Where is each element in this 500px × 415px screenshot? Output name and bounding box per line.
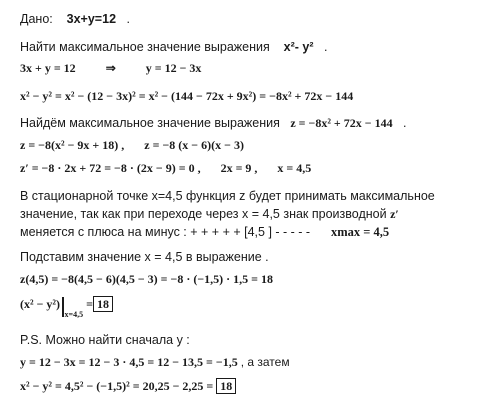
comma: , [254, 161, 258, 175]
find-expr: z = −8x² + 72x − 144 [290, 116, 393, 130]
math-line-8 [20, 355, 290, 370]
math-line-4 [20, 161, 311, 176]
comma: , [121, 138, 125, 152]
evaluation-bar [62, 297, 64, 317]
derivative-equation: z′ = −8 · 2x + 72 = −8 · (2x − 9) = 0 [20, 161, 195, 175]
ps-line [20, 333, 190, 348]
given-equation: 3x+y=12 [66, 12, 117, 26]
stationary-line-2 [20, 207, 399, 222]
find-line [20, 116, 407, 131]
math-line-7 [20, 296, 113, 322]
expression-expansion: x² − y² = x² − (12 − 3x)² = x² − (144 − 72x + 9x²) = −8x² + 72x − 144 [20, 89, 354, 103]
stationary-text-2: значение, так как при переходе через x = 4,5 знак производной [20, 207, 387, 221]
equation-y-expressed: y = 12 − 3x [145, 61, 202, 75]
stationary-line-3 [20, 225, 389, 240]
then-text: , а затем [240, 355, 290, 369]
boxed-answer: 18 [93, 296, 113, 312]
task-line [20, 40, 327, 55]
find-dot: . [403, 116, 407, 130]
derivative-solve: 2x = 9 [220, 161, 252, 175]
math-line-1 [20, 61, 201, 76]
given-line [20, 12, 130, 27]
ps-text: P.S. Можно найти сначала y : [20, 333, 190, 347]
factor-step-1: z = −8(x² − 9x + 18) [20, 138, 119, 152]
task-expr: x²- y² [283, 40, 314, 54]
subst-text: Подставим значение x = 4,5 в выражение . [20, 250, 269, 264]
expression-parenthesized: (x² − y²) [20, 297, 61, 311]
given-dot: . [126, 12, 130, 26]
task-dot: . [323, 40, 328, 54]
comma: , [197, 161, 201, 175]
math-line-2 [20, 89, 353, 104]
stationary-line-1 [20, 189, 435, 204]
z-prime: z′ [390, 207, 399, 221]
sign-change-text: меняется с плюса на минус : + + + + + [4,5 ] - - - - - [20, 225, 311, 239]
factor-step-2: z = −8 (x − 6)(x − 3) [144, 138, 244, 152]
find-text: Найдём максимальное значение выражения [20, 116, 280, 130]
equals-sign: = [86, 297, 93, 311]
equation-original: 3x + y = 12 [20, 61, 76, 75]
x-max: xmax = 4,5 [330, 225, 390, 239]
final-computation: x² − y² = 4,5² − (−1,5)² = 20,25 − 2,25 = [20, 379, 214, 393]
math-line-3 [20, 138, 244, 153]
subst-line [20, 250, 269, 265]
math-line-9 [20, 378, 236, 394]
given-label: Дано: [20, 12, 53, 26]
evaluation-subscript: x=4,5 [64, 310, 84, 319]
boxed-answer-final: 18 [216, 378, 236, 394]
stationary-text-1: В стационарной точке x=4,5 функция z будет принимать максимальное [20, 189, 435, 203]
math-line-6 [20, 272, 273, 287]
y-computation: y = 12 − 3x = 12 − 3 · 4,5 = 12 − 13,5 = −1,5 [20, 355, 238, 369]
task-text: Найти максимальное значение выражения [20, 40, 270, 54]
implies-arrow: ⇒ [105, 61, 116, 75]
value-at-point: z(4,5) = −8(4,5 − 6)(4,5 − 3) = −8 · (−1,5) · 1,5 = 18 [20, 272, 274, 286]
critical-point: x = 4,5 [277, 161, 312, 175]
